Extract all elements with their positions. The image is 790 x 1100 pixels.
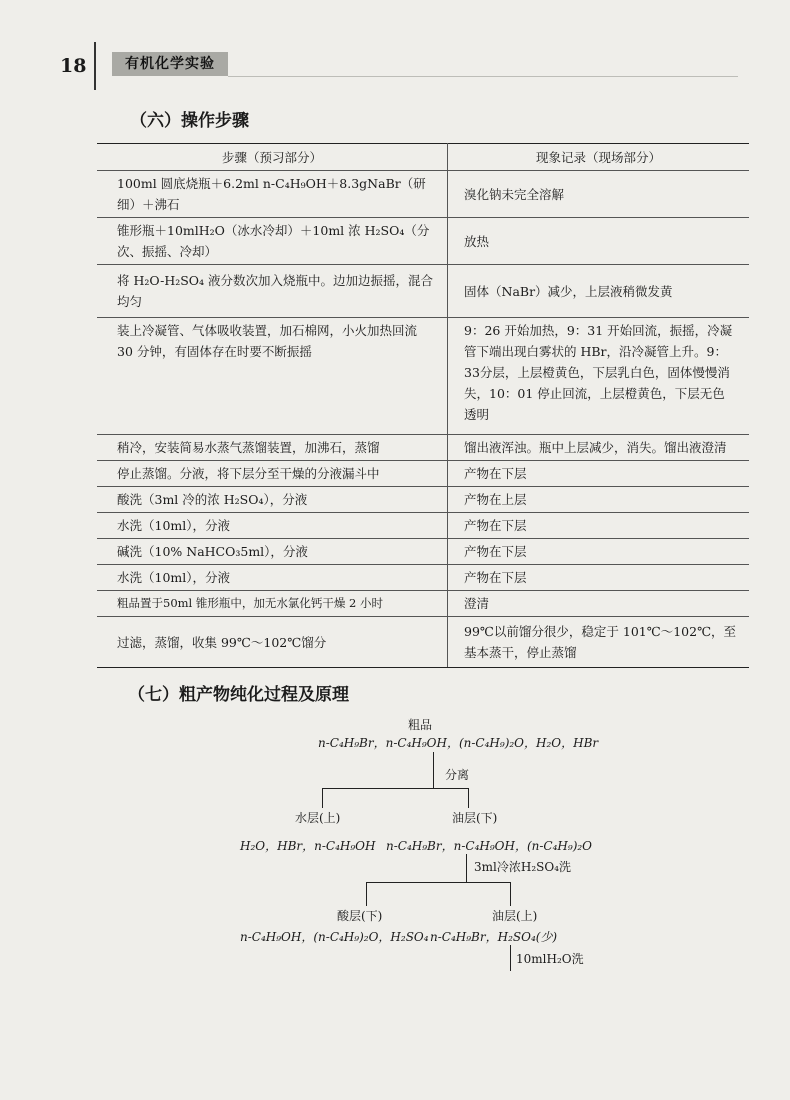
observation-cell: 固体（NaBr）减少，上层液稍微发黄	[448, 265, 750, 318]
observation-cell: 9：26 开始加热，9：31 开始回流，振摇，冷凝管下端出现白雾状的 HBr，沿冷凝管上升。9：33分层，上层橙黄色，下层乳白色，固体慢慢消失，10：01 停止回流，上层橙黄色，下层无色透明	[448, 318, 750, 435]
table-row	[97, 265, 749, 318]
observation-cell: 澄清	[448, 591, 750, 617]
step-cell: 水洗（10ml），分液	[97, 565, 448, 591]
step-cell: 碱洗（10% NaHCO₃5ml），分液	[97, 539, 448, 565]
table-row	[97, 565, 749, 591]
flow-line	[322, 788, 323, 808]
step-cell: 水洗（10ml），分液	[97, 513, 448, 539]
table-row	[97, 171, 749, 218]
observation-cell: 产物在下层	[448, 513, 750, 539]
observation-cell: 99℃以前馏分很少，稳定于 101℃～102℃，至基本蒸干，停止蒸馏	[448, 617, 750, 668]
step-cell: 粗品置于50ml 锥形瓶中，加无水氯化钙干燥 2 小时	[97, 591, 448, 617]
page-number: 18	[60, 55, 87, 77]
observation-cell: 产物在下层	[448, 539, 750, 565]
table-row	[97, 318, 749, 435]
oil-layer-2-label: 油层(上)	[492, 909, 538, 923]
header-rule	[228, 76, 738, 77]
table-row	[97, 591, 749, 617]
step-cell: 稍冷，安装简易水蒸气蒸馏装置，加沸石，蒸馏	[97, 435, 448, 461]
step-cell: 过滤，蒸馏，收集 99℃～102℃馏分	[97, 617, 448, 668]
step-cell: 100ml 圆底烧瓶＋6.2ml n-C₄H₉OH＋8.3gNaBr（研细）＋沸石	[97, 171, 448, 218]
table-header-row	[97, 144, 749, 171]
observation-cell: 放热	[448, 218, 750, 265]
flow-line	[510, 882, 511, 906]
observation-cell: 产物在上层	[448, 487, 750, 513]
step-cell: 装上冷凝管、气体吸收装置，加石棉网，小火加热回流 30 分钟，有固体存在时要不断振摇	[97, 318, 448, 435]
observation-cell: 产物在下层	[448, 461, 750, 487]
table-row	[97, 218, 749, 265]
flow-line	[322, 788, 469, 789]
step-cell: 将 H₂O-H₂SO₄ 液分数次加入烧瓶中。边加边振摇，混合均匀	[97, 265, 448, 318]
acid-wash-label: 3ml冷浓H₂SO₄洗	[474, 860, 571, 874]
flow-line	[366, 882, 367, 906]
procedure-table	[97, 143, 749, 668]
observation-cell: 馏出液浑浊。瓶中上层减少，消失。馏出液澄清	[448, 435, 750, 461]
section-7-title: （七）粗产物纯化过程及原理	[128, 685, 349, 705]
column-header-observations: 现象记录（现场部分）	[448, 144, 750, 171]
table-row	[97, 617, 749, 668]
oil-layer-2-components: n-C₄H₉Br，H₂SO₄(少)	[430, 930, 558, 944]
table-row	[97, 435, 749, 461]
step-cell: 酸洗（3ml 冷的浓 H₂SO₄），分液	[97, 487, 448, 513]
crude-product-label: 粗品	[408, 718, 433, 732]
table-row	[97, 513, 749, 539]
column-header-steps: 步骤（预习部分）	[97, 144, 448, 171]
acid-layer-components: n-C₄H₉OH，(n-C₄H₉)₂O，H₂SO₄	[240, 930, 429, 944]
table-row	[97, 461, 749, 487]
water-layer-components: H₂O，HBr，n-C₄H₉OH	[240, 839, 376, 853]
flow-line	[466, 854, 467, 882]
observation-cell: 溴化钠未完全溶解	[448, 171, 750, 218]
acid-layer-label: 酸层(下)	[337, 909, 383, 923]
oil-layer-label: 油层(下)	[452, 811, 498, 825]
table-row	[97, 487, 749, 513]
flow-line	[433, 752, 434, 788]
section-6-title: （六）操作步骤	[130, 111, 249, 131]
flow-line	[468, 788, 469, 808]
step-cell: 锥形瓶＋10mlH₂O（冰水冷却）＋10ml 浓 H₂SO₄（分次、振摇、冷却）	[97, 218, 448, 265]
observation-cell: 产物在下层	[448, 565, 750, 591]
separation-label: 分离	[445, 768, 470, 782]
header-divider	[94, 42, 96, 90]
crude-product-components: n-C₄H₉Br，n-C₄H₉OH，(n-C₄H₉)₂O，H₂O，HBr	[318, 736, 599, 750]
water-wash-label: 10mlH₂O洗	[516, 952, 584, 966]
flow-line	[366, 882, 511, 883]
flow-line	[510, 945, 511, 971]
oil-layer-components: n-C₄H₉Br，n-C₄H₉OH，(n-C₄H₉)₂O	[386, 839, 593, 853]
table-row	[97, 539, 749, 565]
book-title: 有机化学实验	[112, 52, 228, 76]
step-cell: 停止蒸馏。分液，将下层分至干燥的分液漏斗中	[97, 461, 448, 487]
water-layer-label: 水层(上)	[295, 811, 341, 825]
